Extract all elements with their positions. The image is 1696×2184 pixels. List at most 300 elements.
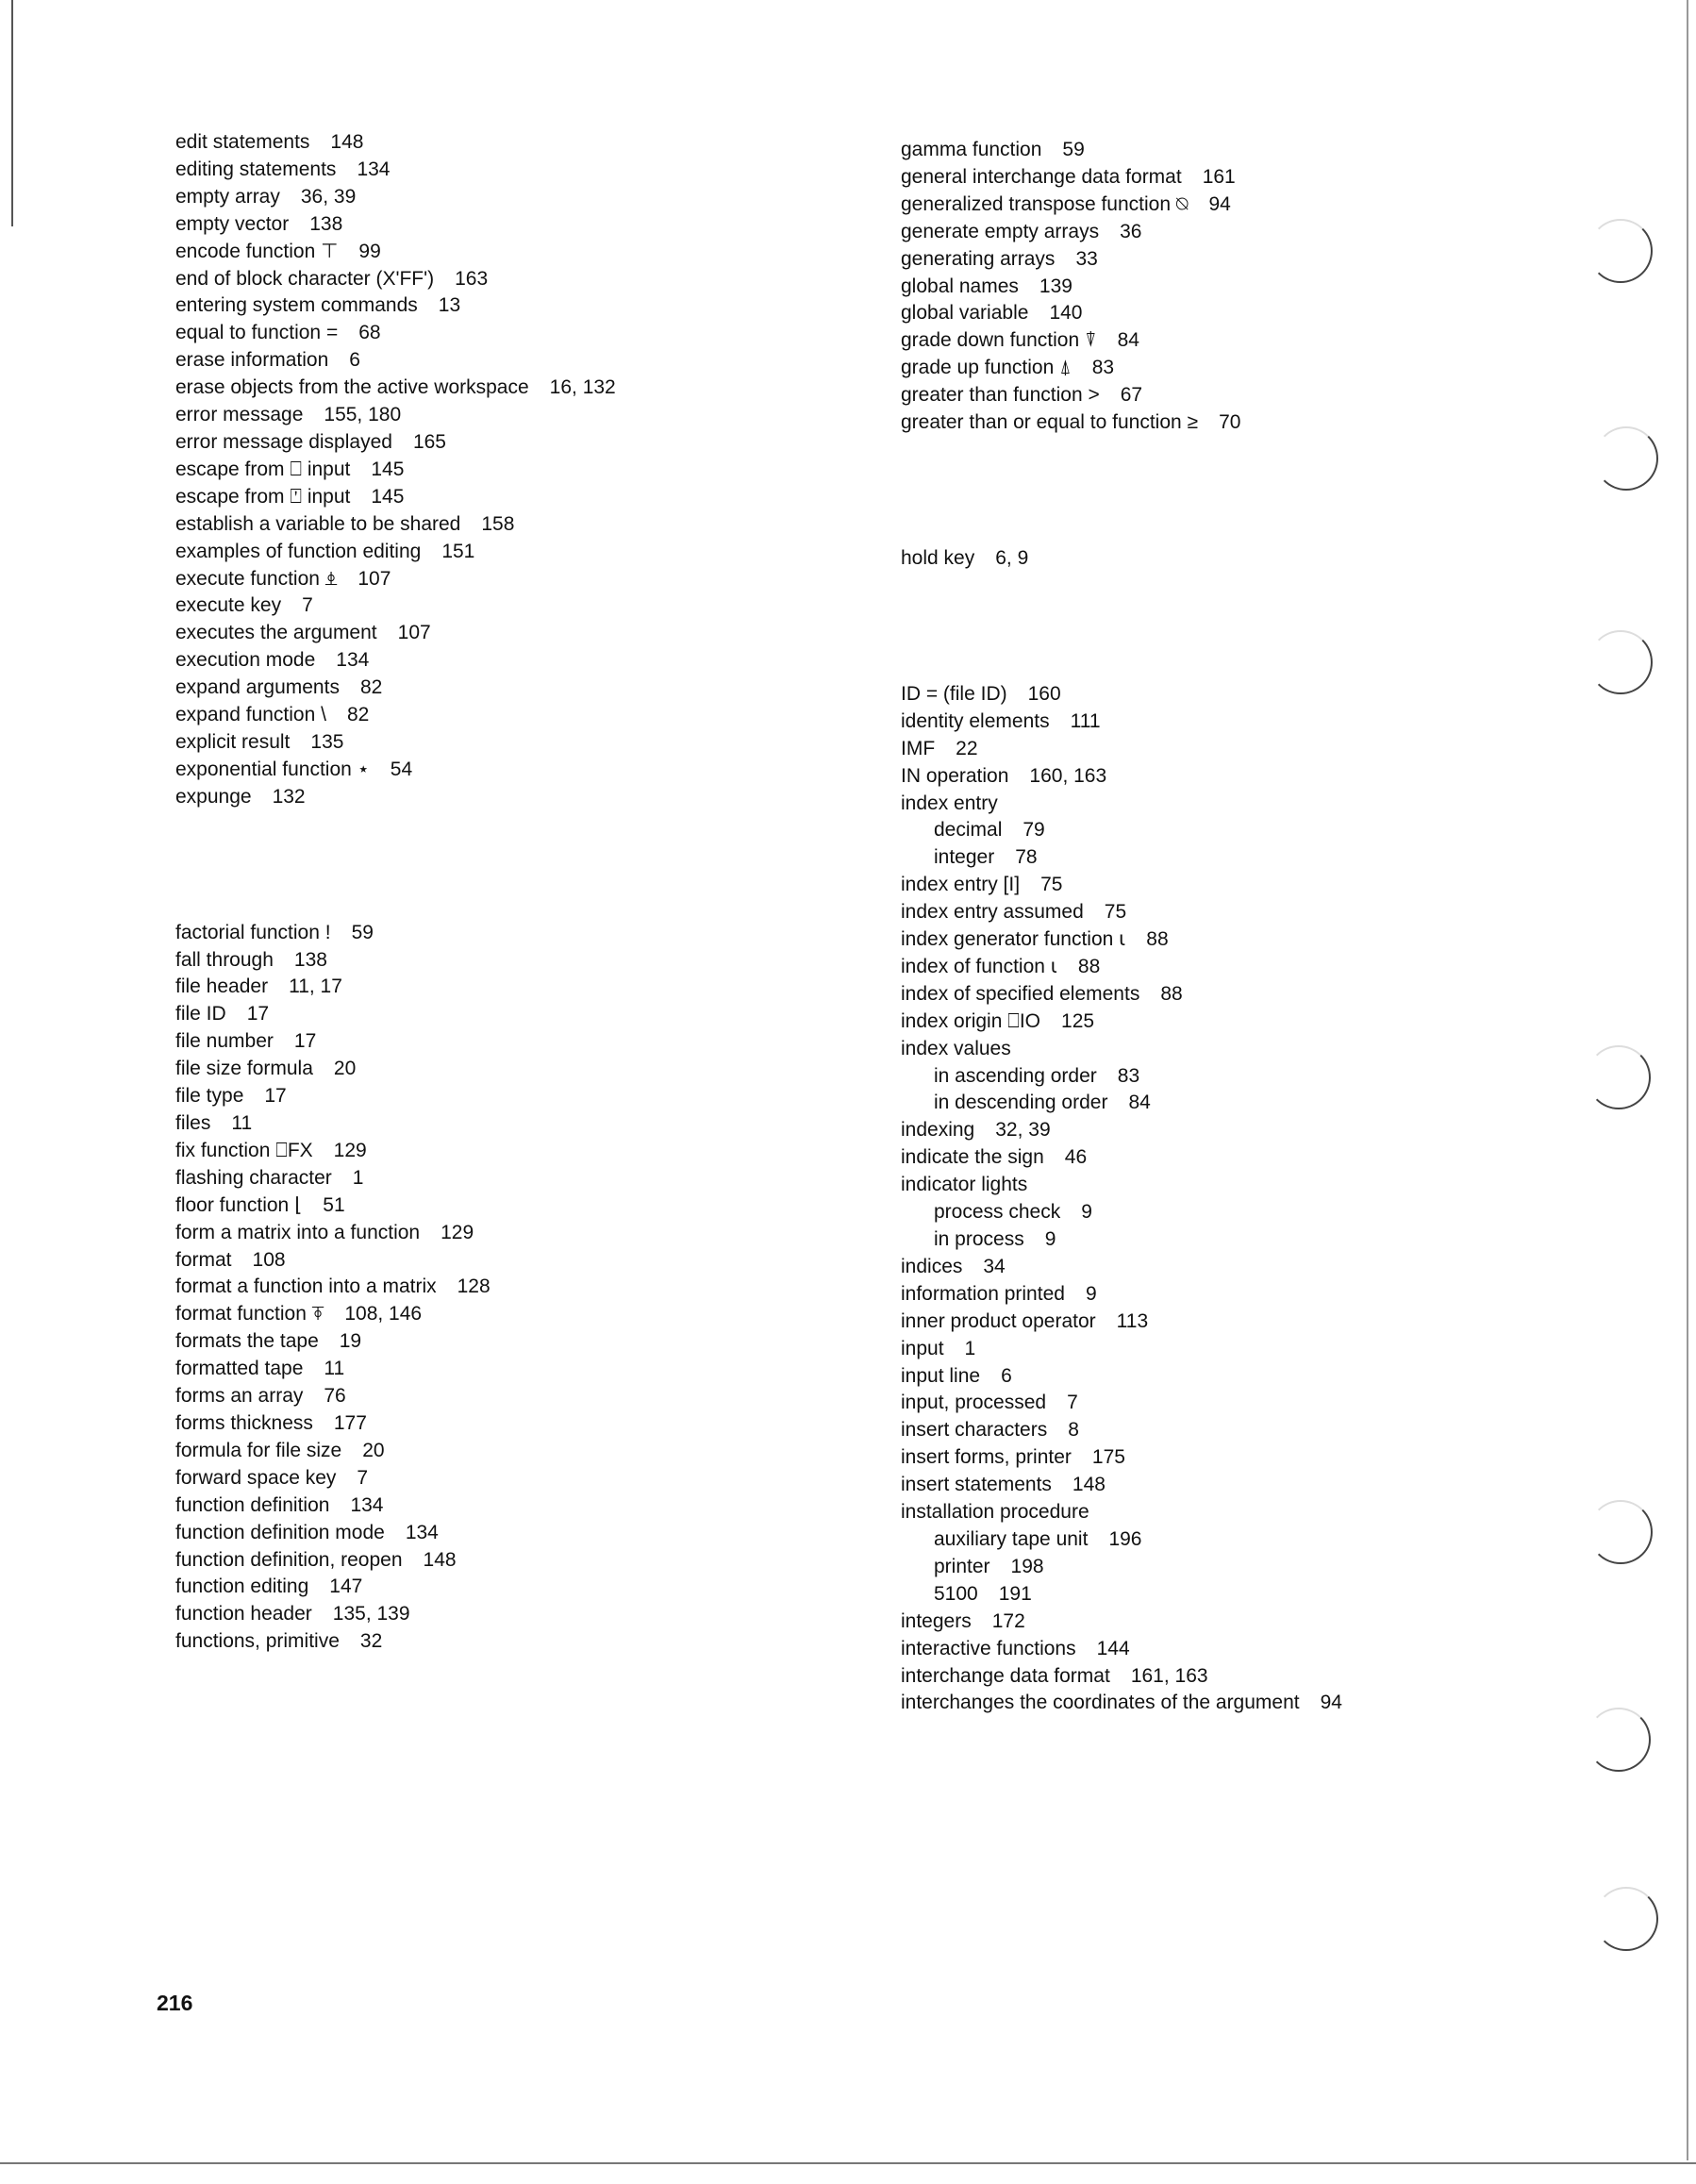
- index-entry: [175, 702, 779, 729]
- index-term: error message: [175, 404, 304, 426]
- index-page-refs: 32, 39: [995, 1119, 1051, 1142]
- index-page-refs: 20: [362, 1439, 385, 1461]
- index-term: execution mode: [175, 649, 316, 672]
- index-term: input, processed: [901, 1392, 1047, 1414]
- index-page-refs: 158: [481, 512, 515, 535]
- index-page-refs: 59: [351, 921, 374, 943]
- index-page-refs: 16, 132: [549, 376, 616, 399]
- index-term: global variable: [901, 302, 1029, 325]
- index-entry: [175, 1192, 779, 1220]
- index-term: format a function into a matrix: [175, 1275, 437, 1298]
- index-entry: [175, 729, 779, 757]
- index-page-refs: 129: [441, 1221, 474, 1243]
- index-term: greater than function >: [901, 384, 1100, 407]
- index-page-refs: 165: [412, 430, 446, 453]
- index-entry: [175, 429, 779, 457]
- page-edge-left: [11, 0, 13, 226]
- index-term: expand arguments: [175, 676, 340, 699]
- index-term: form a matrix into a function: [175, 1221, 421, 1243]
- index-term: auxiliary tape unit: [934, 1527, 1089, 1550]
- index-entry: [901, 1390, 1467, 1417]
- binder-hole: [1588, 630, 1653, 694]
- index-page-refs: 160: [1027, 682, 1061, 705]
- index-term: global names: [901, 275, 1019, 297]
- index-entry: [175, 320, 779, 347]
- index-page-refs: 94: [1320, 1692, 1342, 1714]
- index-page-refs: 113: [1116, 1309, 1149, 1332]
- index-entry: [901, 1309, 1467, 1336]
- index-page-refs: 147: [329, 1575, 363, 1598]
- index-entry: [901, 409, 1467, 437]
- index-page-refs: 99: [358, 240, 381, 262]
- index-page-refs: 172: [991, 1609, 1025, 1632]
- index-term: function editing: [175, 1575, 309, 1598]
- index-page-refs: 129: [333, 1139, 367, 1161]
- index-page-refs: 163: [455, 267, 489, 290]
- index-page-refs: 134: [357, 158, 391, 180]
- index-term: files: [175, 1112, 211, 1134]
- index-term: IN operation: [901, 764, 1009, 787]
- index-term: escape from ⎕ input: [175, 458, 351, 480]
- index-term: insert forms, printer: [901, 1446, 1072, 1469]
- index-page-refs: 144: [1096, 1637, 1130, 1659]
- index-entry: [175, 511, 779, 539]
- index-term: integer: [934, 846, 995, 869]
- index-page-refs: 191: [998, 1582, 1032, 1605]
- index-page-refs: 6: [349, 349, 360, 372]
- index-entry: [901, 192, 1467, 219]
- index-entry: [901, 899, 1467, 926]
- index-term: insert characters: [901, 1419, 1048, 1442]
- letter-section: [175, 129, 779, 811]
- index-term: end of block character (X'FF'): [175, 267, 435, 290]
- letter-section: [175, 920, 779, 1656]
- index-entry: [901, 327, 1467, 355]
- index-entry: [901, 1036, 1467, 1063]
- index-page-refs: 51: [323, 1193, 345, 1216]
- index-page-refs: 79: [1023, 819, 1045, 842]
- index-term: identity elements: [901, 709, 1050, 732]
- index-term: encode function ⊤: [175, 240, 339, 262]
- index-page-refs: 177: [333, 1411, 367, 1434]
- index-entry: [901, 164, 1467, 192]
- index-term: formula for file size: [175, 1439, 342, 1461]
- index-page-refs: 83: [1117, 1064, 1140, 1087]
- index-term: file ID: [175, 1003, 226, 1025]
- index-page-refs: 84: [1117, 329, 1139, 352]
- index-term: in ascending order: [934, 1064, 1097, 1087]
- index-term: generating arrays: [901, 247, 1056, 270]
- index-entry: [901, 709, 1467, 736]
- index-term: index entry assumed: [901, 901, 1084, 924]
- index-entry: [175, 1574, 779, 1601]
- index-page-refs: 198: [1010, 1555, 1044, 1577]
- index-page-refs: 135: [310, 730, 344, 753]
- index-page-refs: 107: [357, 567, 391, 590]
- index-term: formats the tape: [175, 1330, 319, 1353]
- index-entry: [175, 1110, 779, 1138]
- index-page-refs: 160, 163: [1029, 764, 1107, 787]
- index-term: format function ⍕: [175, 1303, 324, 1325]
- index-page-refs: 19: [339, 1330, 362, 1353]
- index-subentry: [901, 1090, 1467, 1117]
- index-page-refs: 75: [1040, 874, 1063, 896]
- index-term: erase information: [175, 349, 329, 372]
- index-entry: [901, 1690, 1467, 1717]
- index-term: factorial function !: [175, 921, 331, 943]
- index-page-refs: 88: [1160, 982, 1183, 1005]
- index-entry: [175, 647, 779, 675]
- index-entry: [901, 981, 1467, 1009]
- index-term: executes the argument: [175, 622, 377, 644]
- letter-section: [901, 137, 1467, 437]
- index-term: file header: [175, 975, 269, 998]
- index-term: establish a variable to be shared: [175, 512, 461, 535]
- index-entry: [901, 1009, 1467, 1036]
- index-page-refs: 6, 9: [995, 546, 1029, 569]
- index-term: fix function ⎕FX: [175, 1139, 313, 1161]
- index-page-refs: 75: [1104, 901, 1127, 924]
- index-term: entering system commands: [175, 294, 418, 317]
- index-page-refs: 175: [1091, 1446, 1125, 1469]
- index-page-refs: 7: [357, 1466, 369, 1489]
- index-entry: [175, 620, 779, 647]
- index-page-refs: 68: [358, 322, 381, 344]
- index-term: process check: [934, 1201, 1061, 1224]
- index-page-refs: 17: [246, 1003, 270, 1025]
- index-entry: [901, 1472, 1467, 1499]
- index-term: inner product operator: [901, 1309, 1096, 1332]
- page-edge-bottom: [0, 2162, 1696, 2164]
- index-term: empty vector: [175, 212, 290, 235]
- index-term: erase objects from the active workspace: [175, 376, 529, 399]
- index-page-refs: 70: [1219, 411, 1241, 434]
- index-page-refs: 138: [293, 948, 327, 971]
- index-page-refs: 32: [359, 1630, 383, 1653]
- index-page-refs: 138: [309, 212, 343, 235]
- index-term: ID = (file ID): [901, 682, 1007, 705]
- index-entry: [175, 1410, 779, 1438]
- index-term: format: [175, 1248, 232, 1271]
- index-entry: [901, 926, 1467, 954]
- index-page-refs: 1: [352, 1166, 364, 1189]
- index-entry: [175, 266, 779, 293]
- index-entry: [175, 1028, 779, 1056]
- index-page-refs: 88: [1146, 928, 1169, 951]
- index-term: edit statements: [175, 131, 310, 153]
- index-page-refs: 17: [293, 1030, 317, 1053]
- index-term: interactive functions: [901, 1637, 1076, 1659]
- index-page-refs: 67: [1120, 384, 1143, 407]
- index-term: flashing character: [175, 1166, 332, 1189]
- index-entry: [901, 1144, 1467, 1172]
- index-term: grade up function ⍋: [901, 357, 1072, 379]
- index-entry: [175, 1001, 779, 1028]
- index-entry: [175, 1492, 779, 1520]
- index-page-refs: 88: [1077, 955, 1101, 977]
- index-term: grade down function ⍒: [901, 329, 1097, 352]
- index-page-refs: 7: [302, 594, 313, 617]
- index-subentry: [901, 844, 1467, 872]
- index-page-refs: 94: [1208, 192, 1231, 215]
- index-entry: [175, 1247, 779, 1275]
- index-entry: [175, 1138, 779, 1165]
- index-page-refs: 134: [350, 1493, 384, 1516]
- index-page-refs: 145: [371, 485, 405, 508]
- index-page-refs: 78: [1015, 846, 1038, 869]
- index-subentry: [901, 817, 1467, 844]
- index-page-refs: 1: [964, 1337, 976, 1359]
- index-page-refs: 132: [272, 785, 306, 808]
- index-term: file number: [175, 1030, 274, 1053]
- index-column-left: [175, 129, 779, 1656]
- index-entry: [901, 1336, 1467, 1363]
- index-entry: [175, 920, 779, 947]
- index-page-refs: 34: [983, 1255, 1006, 1277]
- page-number: 216: [157, 1991, 193, 2015]
- index-term: index origin ⎕IO: [901, 1009, 1041, 1032]
- index-entry: [901, 736, 1467, 763]
- index-entry: [901, 1172, 1467, 1199]
- index-term: in descending order: [934, 1092, 1108, 1114]
- index-page-refs: 155, 180: [324, 404, 402, 426]
- index-term: printer: [934, 1555, 990, 1577]
- index-term: execute key: [175, 594, 282, 617]
- index-term: index generator function ⍳: [901, 928, 1126, 951]
- index-page-refs: 161: [1202, 165, 1236, 188]
- index-term: forms an array: [175, 1385, 304, 1408]
- index-page-refs: 9: [1085, 1282, 1097, 1305]
- index-term: general interchange data format: [901, 165, 1182, 188]
- index-page-refs: 33: [1075, 247, 1098, 270]
- letter-section-gap: [901, 573, 1467, 681]
- index-entry: [175, 239, 779, 266]
- index-term: generalized transpose function ⍉: [901, 192, 1189, 215]
- index-page-refs: 46: [1064, 1146, 1088, 1169]
- index-page-refs: 111: [1070, 709, 1101, 732]
- index-page-refs: 108: [252, 1248, 286, 1271]
- index-term: 5100: [934, 1582, 978, 1605]
- index-entry: [175, 1165, 779, 1192]
- index-entry: [175, 974, 779, 1001]
- index-entry: [175, 1465, 779, 1492]
- binder-hole: [1588, 219, 1653, 283]
- index-page-refs: 139: [1039, 275, 1072, 297]
- index-page-refs: 83: [1091, 357, 1115, 379]
- index-entry: [175, 1383, 779, 1410]
- index-entry: [901, 1281, 1467, 1309]
- index-subentry: [901, 1554, 1467, 1581]
- binder-hole: [1588, 1500, 1653, 1564]
- index-entry: [175, 1301, 779, 1328]
- index-page-refs: 145: [371, 458, 405, 480]
- index-entry: [175, 592, 779, 620]
- index-entry: [175, 1601, 779, 1628]
- index-entry: [901, 274, 1467, 301]
- index-term: floor function ⌊: [175, 1193, 303, 1216]
- index-subentry: [901, 1581, 1467, 1609]
- index-entry: [901, 1636, 1467, 1663]
- index-entry: [901, 872, 1467, 899]
- index-term: index entry [I]: [901, 874, 1021, 896]
- index-term: function header: [175, 1603, 312, 1625]
- index-page-refs: 36: [1120, 220, 1142, 242]
- index-entry: [175, 375, 779, 402]
- index-term: file type: [175, 1085, 244, 1108]
- index-entry: [901, 1663, 1467, 1691]
- index-entry: [901, 545, 1467, 573]
- index-page-refs: 151: [441, 540, 475, 562]
- index-term: function definition mode: [175, 1521, 385, 1543]
- index-page-refs: 9: [1081, 1201, 1092, 1224]
- index-term: greater than or equal to function ≥: [901, 411, 1199, 434]
- index-page-refs: 82: [346, 704, 370, 726]
- index-term: fall through: [175, 948, 274, 971]
- index-term: function definition, reopen: [175, 1548, 403, 1571]
- index-entry: [175, 1220, 779, 1247]
- index-term: indicator lights: [901, 1174, 1028, 1196]
- index-term: installation procedure: [901, 1501, 1089, 1524]
- index-page-refs: 11: [324, 1358, 345, 1380]
- index-term: forward space key: [175, 1466, 337, 1489]
- index-entry: [175, 675, 779, 702]
- index-term: indicate the sign: [901, 1146, 1044, 1169]
- index-term: integers: [901, 1609, 972, 1632]
- index-term: hold key: [901, 546, 975, 569]
- index-page-refs: 22: [956, 737, 978, 759]
- binder-hole: [1594, 1887, 1658, 1951]
- index-entry: [175, 292, 779, 320]
- letter-section-gap: [175, 811, 779, 920]
- letter-section: [901, 545, 1467, 573]
- index-page-refs: 148: [1072, 1474, 1106, 1496]
- index-term: input: [901, 1337, 944, 1359]
- index-page-refs: 134: [336, 649, 370, 672]
- index-page-refs: 107: [397, 622, 431, 644]
- index-entry: [901, 1609, 1467, 1636]
- index-term: index values: [901, 1037, 1011, 1059]
- index-term: information printed: [901, 1282, 1065, 1305]
- index-term: in process: [934, 1228, 1024, 1250]
- index-page-refs: 140: [1049, 302, 1083, 325]
- index-term: insert statements: [901, 1474, 1052, 1496]
- index-page-refs: 9: [1044, 1228, 1056, 1250]
- index-entry: [175, 184, 779, 211]
- index-page-refs: 148: [330, 131, 364, 153]
- binder-hole: [1594, 426, 1658, 491]
- index-page-refs: 59: [1062, 139, 1085, 160]
- index-page-refs: 108, 146: [344, 1303, 423, 1325]
- index-page-refs: 13: [438, 294, 461, 317]
- index-term: interchange data format: [901, 1664, 1110, 1687]
- index-term: escape from ⍞ input: [175, 485, 351, 508]
- index-term: expand function \: [175, 704, 326, 726]
- index-term: decimal: [934, 819, 1003, 842]
- index-term: expunge: [175, 785, 252, 808]
- index-term: indices: [901, 1255, 963, 1277]
- index-entry: [901, 219, 1467, 246]
- index-term: execute function ⍎: [175, 567, 338, 590]
- index-term: exponential function ⋆: [175, 758, 370, 780]
- index-term: error message displayed: [175, 430, 392, 453]
- index-entry: [901, 791, 1467, 818]
- index-page-refs: 135, 139: [332, 1603, 410, 1625]
- index-entry: [175, 784, 779, 811]
- index-term: interchanges the coordinates of the argument: [901, 1692, 1300, 1714]
- index-entry: [901, 382, 1467, 409]
- index-term: forms thickness: [175, 1411, 313, 1434]
- index-term: index of function ⍳: [901, 955, 1057, 977]
- index-term: file size formula: [175, 1058, 313, 1080]
- index-subentry: [901, 1199, 1467, 1226]
- index-term: formatted tape: [175, 1358, 304, 1380]
- index-term: editing statements: [175, 158, 337, 180]
- index-page-refs: 6: [1001, 1364, 1012, 1387]
- index-entry: [175, 1083, 779, 1110]
- index-entry: [175, 539, 779, 566]
- index-entry: [175, 402, 779, 429]
- index-term: generate empty arrays: [901, 220, 1100, 242]
- index-entry: [175, 1438, 779, 1465]
- index-page-refs: 17: [264, 1085, 287, 1108]
- index-page-refs: 36, 39: [300, 185, 357, 208]
- index-entry: [175, 757, 779, 784]
- index-entry: [175, 129, 779, 157]
- index-entry: [901, 1254, 1467, 1281]
- index-entry: [901, 1499, 1467, 1526]
- index-entry: [175, 457, 779, 484]
- index-entry: [175, 1274, 779, 1301]
- index-term: functions, primitive: [175, 1630, 340, 1653]
- index-entry: [175, 1628, 779, 1656]
- index-page-refs: 76: [324, 1385, 346, 1408]
- index-entry: [175, 484, 779, 511]
- letter-section-gap: [901, 437, 1467, 545]
- index-entry: [901, 1444, 1467, 1472]
- index-term: index of specified elements: [901, 982, 1140, 1005]
- index-entry: [901, 355, 1467, 382]
- index-term: explicit result: [175, 730, 291, 753]
- index-subentry: [901, 1526, 1467, 1554]
- index-entry: [901, 1117, 1467, 1144]
- index-page-refs: 148: [423, 1548, 457, 1571]
- index-page-refs: 8: [1068, 1419, 1079, 1442]
- index-term: function definition: [175, 1493, 330, 1516]
- index-entry: [175, 211, 779, 239]
- index-page-refs: 125: [1061, 1009, 1095, 1032]
- index-term: indexing: [901, 1119, 975, 1142]
- index-entry: [901, 763, 1467, 791]
- index-term: examples of function editing: [175, 540, 422, 562]
- index-page-refs: 82: [359, 676, 383, 699]
- index-column-right: [901, 137, 1467, 1717]
- index-entry: [175, 947, 779, 975]
- index-entry: [175, 1356, 779, 1383]
- index-entry: [175, 1547, 779, 1575]
- index-term: equal to function =: [175, 322, 339, 344]
- index-entry: [175, 157, 779, 184]
- index-entry: [175, 566, 779, 593]
- index-page-refs: 54: [390, 758, 413, 780]
- index-entry: [901, 1363, 1467, 1391]
- index-page-refs: 196: [1108, 1527, 1142, 1550]
- binder-hole: [1587, 1708, 1651, 1772]
- index-page-refs: 161, 163: [1130, 1664, 1208, 1687]
- index-entry: [901, 137, 1467, 164]
- index-entry: [901, 954, 1467, 981]
- index-entry: [175, 1328, 779, 1356]
- index-term: IMF: [901, 737, 936, 759]
